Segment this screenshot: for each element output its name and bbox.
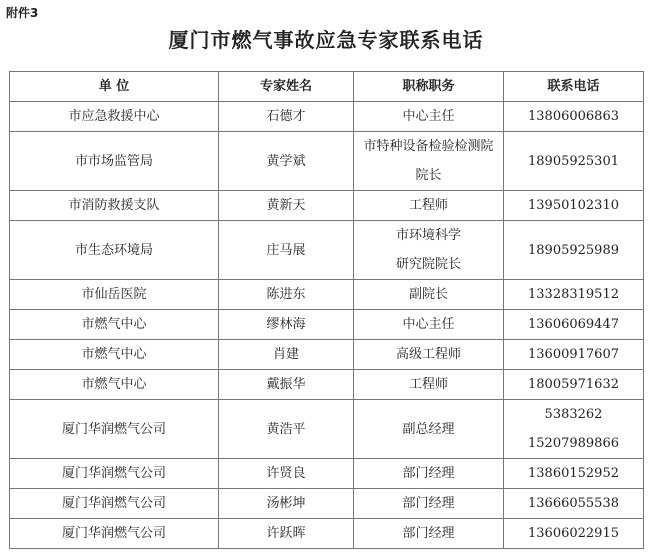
- phone-line: 18905925989: [528, 242, 619, 258]
- cell-expert-name: 许跃晖: [219, 519, 354, 549]
- phone-line: 13806006863: [528, 109, 619, 124]
- cell-title-position: [354, 400, 504, 459]
- cell-title-position: [354, 132, 504, 191]
- cell-phone: [504, 519, 644, 549]
- header-expert-name: 专家姓名: [219, 72, 354, 102]
- title-line: 副院长: [408, 287, 448, 302]
- cell-unit: 厦门华润燃气公司: [10, 400, 219, 459]
- table-row: [10, 102, 644, 132]
- title-line: 研究院院长: [395, 257, 461, 272]
- table-header-row: [10, 72, 644, 102]
- cell-expert-name: 肖建: [219, 340, 354, 370]
- attachment-label: 附件3: [6, 6, 39, 20]
- cell-unit: 市仙岳医院: [10, 280, 219, 310]
- cell-unit: 市生态环境局: [10, 221, 219, 280]
- phone-line: 13950102310: [528, 198, 619, 213]
- table-row: [10, 310, 644, 340]
- cell-title-position: [354, 489, 504, 519]
- cell-expert-name: 黄学斌: [219, 132, 354, 191]
- cell-title-position: [354, 280, 504, 310]
- cell-title-position: [354, 310, 504, 340]
- table-row: [10, 519, 644, 549]
- title-line: 部门经理: [402, 496, 455, 511]
- cell-title-position: [354, 340, 504, 370]
- cell-expert-name: 黄新天: [219, 191, 354, 221]
- table-row: [10, 400, 644, 459]
- phone-line: 13860152952: [528, 466, 619, 481]
- cell-phone: [504, 191, 644, 221]
- document-title: 厦门市燃气事故应急专家联系电话: [168, 28, 484, 52]
- cell-expert-name: 汤彬坤: [219, 489, 354, 519]
- phone-line: 13606022915: [528, 526, 619, 541]
- title-line: 中心主任: [402, 317, 455, 332]
- cell-title-position: [354, 519, 504, 549]
- table-row: [10, 340, 644, 370]
- cell-phone: [504, 132, 644, 191]
- cell-unit: 市市场监管局: [10, 132, 219, 191]
- cell-unit: 厦门华润燃气公司: [10, 519, 219, 549]
- table-row: [10, 489, 644, 519]
- cell-phone: [504, 370, 644, 400]
- header-title-position: 职称职务: [354, 72, 504, 102]
- title-line: 部门经理: [402, 526, 455, 541]
- cell-expert-name: 石德才: [219, 102, 354, 132]
- table-row: [10, 280, 644, 310]
- phone-line: 13666055538: [528, 496, 619, 511]
- cell-phone: [504, 400, 644, 459]
- cell-unit: 市应急救援中心: [10, 102, 219, 132]
- table-body: [10, 102, 644, 549]
- cell-title-position: [354, 370, 504, 400]
- cell-expert-name: 陈进东: [219, 280, 354, 310]
- cell-phone: [504, 340, 644, 370]
- title-line: 院长: [415, 168, 442, 183]
- table-row: [10, 191, 644, 221]
- cell-expert-name: 黄浩平: [219, 400, 354, 459]
- cell-unit: 厦门华润燃气公司: [10, 459, 219, 489]
- phone-line: 18905925301: [528, 153, 619, 169]
- cell-phone: [504, 280, 644, 310]
- cell-expert-name: 戴振华: [219, 370, 354, 400]
- title-line: 高级工程师: [395, 347, 461, 362]
- cell-phone: [504, 221, 644, 280]
- cell-unit: 市消防救援支队: [10, 191, 219, 221]
- title-line: 部门经理: [402, 466, 455, 481]
- title-line: 市环境科学: [395, 228, 461, 243]
- title-line: 工程师: [408, 377, 448, 392]
- table-row: [10, 132, 644, 191]
- cell-expert-name: 缪林海: [219, 310, 354, 340]
- title-line: 中心主任: [402, 109, 455, 124]
- cell-unit: 市燃气中心: [10, 340, 219, 370]
- phone-line: 15207989866: [528, 436, 619, 451]
- expert-contact-table: [9, 71, 644, 549]
- cell-expert-name: 许贤良: [219, 459, 354, 489]
- cell-phone: [504, 102, 644, 132]
- cell-phone: [504, 459, 644, 489]
- header-unit: 单 位: [10, 72, 219, 102]
- phone-line: 18005971632: [528, 377, 619, 392]
- title-line: 副总经理: [402, 421, 455, 437]
- table-row: [10, 221, 644, 280]
- cell-title-position: [354, 191, 504, 221]
- phone-line: 13328319512: [528, 287, 619, 302]
- cell-unit: 市燃气中心: [10, 370, 219, 400]
- cell-unit: 厦门华润燃气公司: [10, 489, 219, 519]
- cell-title-position: [354, 459, 504, 489]
- cell-expert-name: 庄马展: [219, 221, 354, 280]
- title-line: 工程师: [408, 198, 448, 213]
- header-phone: 联系电话: [504, 72, 644, 102]
- cell-title-position: [354, 221, 504, 280]
- table-row: [10, 370, 644, 400]
- phone-line: 13606069447: [528, 317, 619, 332]
- table-row: [10, 459, 644, 489]
- phone-line: 5383262: [544, 407, 603, 422]
- phone-line: 13600917607: [528, 347, 619, 362]
- cell-unit: 市燃气中心: [10, 310, 219, 340]
- title-line: 市特种设备检验检测院: [363, 139, 494, 154]
- cell-phone: [504, 489, 644, 519]
- cell-phone: [504, 310, 644, 340]
- cell-title-position: [354, 102, 504, 132]
